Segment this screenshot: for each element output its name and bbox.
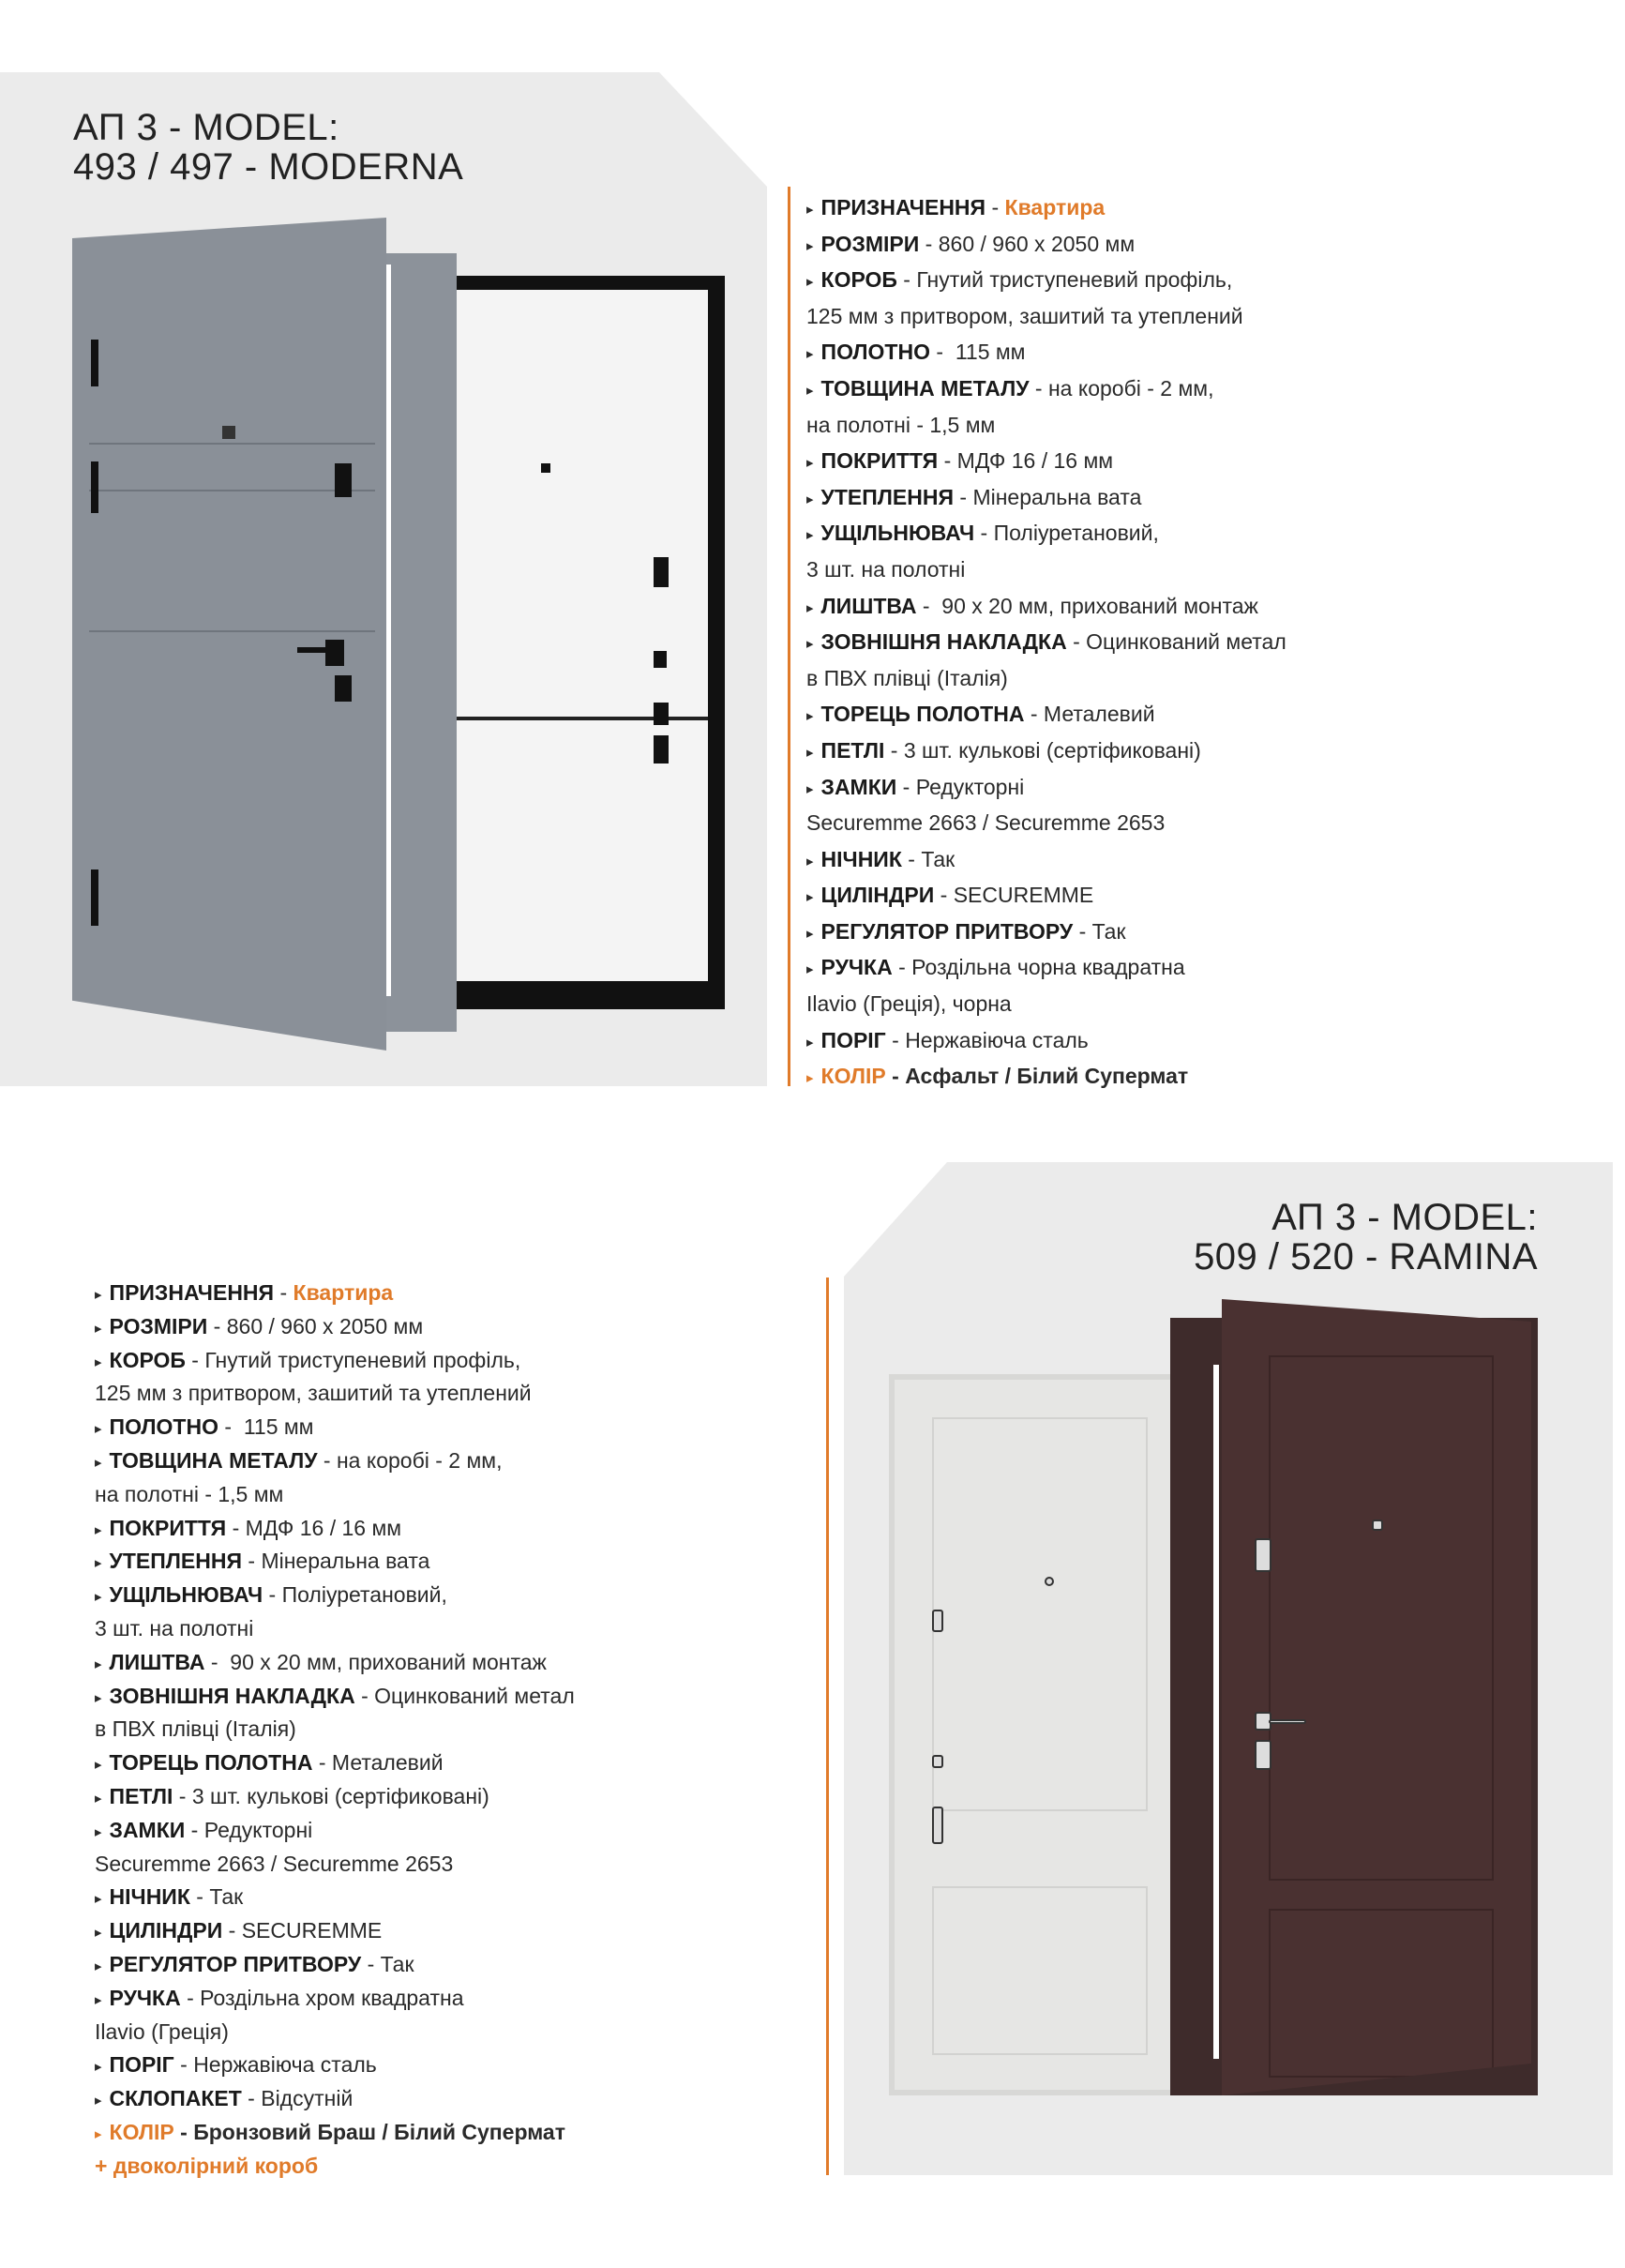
spec-value: в ПВХ плівці (Італія) bbox=[806, 665, 1008, 690]
separator: - bbox=[354, 1683, 375, 1708]
triangle-right-icon: ▸ bbox=[95, 2125, 102, 2142]
spec-value: Бронзовий Браш / Білий Супермат bbox=[193, 2119, 565, 2144]
spec-line bbox=[95, 1612, 575, 1646]
spec-label: ЦИЛІНДРИ bbox=[820, 883, 935, 908]
separator: - bbox=[954, 484, 973, 509]
spec-label: ПЕТЛІ bbox=[109, 1783, 173, 1808]
title-line-1: АП 3 - MODEL: bbox=[1271, 1197, 1538, 1238]
spec-label: НІЧНИК bbox=[109, 1884, 190, 1910]
triangle-right-icon: ▸ bbox=[806, 491, 814, 507]
triangle-right-icon: ▸ bbox=[806, 382, 814, 399]
spec-value: Гнутий триступеневий профіль, bbox=[916, 267, 1233, 293]
spec-value: Так bbox=[380, 1951, 414, 1976]
spec-value: Поліуретановий, bbox=[281, 1582, 447, 1608]
spec-label: РОЗМІРИ bbox=[109, 1313, 208, 1338]
triangle-right-icon: ▸ bbox=[95, 1958, 102, 1974]
spec-value: на полотні - 1,5 мм bbox=[806, 412, 996, 437]
triangle-right-icon: ▸ bbox=[95, 1287, 102, 1303]
door-leaf-asphalt bbox=[72, 218, 386, 1051]
spec-line bbox=[806, 769, 1286, 806]
spec-line bbox=[95, 1713, 575, 1746]
separator: - bbox=[207, 1313, 227, 1338]
spec-label: ЛИШТВА bbox=[109, 1649, 205, 1674]
door-leaf-bronze bbox=[1222, 1299, 1531, 2095]
separator: - bbox=[317, 1447, 337, 1473]
spec-line bbox=[806, 226, 1286, 263]
separator: - bbox=[226, 1515, 246, 1540]
moderna-door-image bbox=[72, 208, 725, 1051]
spec-value: 3 шт. на полотні bbox=[95, 1615, 254, 1641]
model-1-spec-list bbox=[806, 189, 1286, 1095]
spec-label: ЗОВНІШНЯ НАКЛАДКА bbox=[820, 629, 1067, 655]
triangle-right-icon: ▸ bbox=[806, 346, 814, 363]
spec-label: УЩІЛЬНЮВАЧ bbox=[109, 1582, 263, 1608]
spec-label: ТОРЕЦЬ ПОЛОТНА bbox=[109, 1750, 313, 1776]
spec-value: Металевий bbox=[1043, 702, 1155, 727]
model-1-title bbox=[73, 108, 463, 187]
spec-line bbox=[95, 1512, 575, 1546]
spec-value: Поліуретановий, bbox=[993, 521, 1159, 546]
spec-line bbox=[95, 2116, 575, 2150]
spec-line bbox=[95, 1780, 575, 1814]
spec-line bbox=[95, 1411, 575, 1444]
spec-value: на полотні - 1,5 мм bbox=[95, 1481, 284, 1506]
spec-value: Так bbox=[209, 1884, 244, 1910]
spec-label: ТОВЩИНА МЕТАЛУ bbox=[109, 1447, 318, 1473]
triangle-right-icon: ▸ bbox=[95, 1790, 102, 1807]
spec-value: МДФ 16 / 16 мм bbox=[245, 1515, 402, 1540]
spec-line bbox=[95, 1680, 575, 1714]
spec-label: ПОРІГ bbox=[820, 1027, 886, 1052]
spec-label: ПОКРИТТЯ bbox=[820, 448, 939, 474]
spec-line bbox=[806, 588, 1286, 625]
spec-line bbox=[95, 1579, 575, 1612]
spec-value: Металевий bbox=[331, 1750, 444, 1776]
spec-line bbox=[95, 1814, 575, 1848]
separator: - bbox=[263, 1582, 282, 1608]
spec-value: 3 шт. кулькові (сертіфиковані) bbox=[903, 737, 1201, 763]
spec-label: РЕГУЛЯТОР ПРИТВОРУ bbox=[820, 918, 1074, 944]
spec-value: Роздільна чорна квадратна bbox=[911, 955, 1185, 980]
spec-line bbox=[806, 660, 1286, 697]
spec-label: ЗАМКИ bbox=[109, 1817, 186, 1842]
separator: - bbox=[173, 2119, 194, 2144]
separator: - bbox=[222, 1918, 242, 1943]
spec-label: УТЕПЛЕННЯ bbox=[820, 484, 954, 509]
spec-value: Редукторні bbox=[203, 1817, 313, 1842]
separator: - bbox=[1073, 918, 1092, 944]
spec-value: 3 шт. кулькові (сертіфиковані) bbox=[191, 1783, 489, 1808]
spec-label: ПОРІГ bbox=[109, 2052, 174, 2078]
triangle-right-icon: ▸ bbox=[806, 780, 814, 797]
spec-line bbox=[95, 2082, 575, 2116]
spec-value: Асфальт / Білий Супермат bbox=[905, 1064, 1189, 1089]
spec-label: КОЛІР bbox=[109, 2119, 174, 2144]
separator: - bbox=[901, 846, 922, 871]
spec-line bbox=[806, 189, 1286, 226]
spec-label: ПРИЗНАЧЕННЯ bbox=[820, 195, 986, 219]
separator: - bbox=[189, 1884, 210, 1910]
triangle-right-icon: ▸ bbox=[806, 274, 814, 291]
triangle-right-icon: ▸ bbox=[95, 1757, 102, 1774]
separator: - bbox=[916, 593, 942, 618]
triangle-right-icon: ▸ bbox=[806, 744, 814, 761]
spec-value: 115 мм bbox=[243, 1414, 314, 1440]
spec-line bbox=[806, 298, 1286, 335]
spec-line bbox=[806, 733, 1286, 769]
spec-label: РЕГУЛЯТОР ПРИТВОРУ bbox=[109, 1951, 362, 1976]
title-line-2: 493 / 497 - MODERNA bbox=[73, 146, 464, 188]
separator: - bbox=[242, 1549, 262, 1574]
triangle-right-icon: ▸ bbox=[806, 527, 814, 544]
spec-line bbox=[806, 479, 1286, 516]
spec-value: Редукторні bbox=[915, 774, 1025, 799]
separator: - bbox=[896, 774, 916, 799]
spec-line bbox=[806, 1058, 1286, 1095]
spec-value: 860 / 960 x 2050 мм bbox=[226, 1313, 424, 1338]
spec-value: 125 мм з притвором, зашитий та утеплений bbox=[95, 1381, 532, 1406]
spec-line bbox=[806, 624, 1286, 660]
spec-value: 90 x 20 мм, прихований монтаж bbox=[230, 1649, 547, 1674]
spec-label: ПОЛОТНО bbox=[820, 340, 930, 365]
triangle-right-icon: ▸ bbox=[95, 1555, 102, 1572]
spec-label: РУЧКА bbox=[820, 955, 893, 980]
separator: - bbox=[896, 267, 917, 293]
separator: - bbox=[274, 1280, 293, 1305]
separator: - bbox=[312, 1750, 332, 1776]
spec-line bbox=[95, 1982, 575, 2016]
separator: - bbox=[1066, 629, 1087, 655]
spec-line bbox=[95, 2150, 575, 2184]
separator: - bbox=[1029, 375, 1048, 401]
spec-line bbox=[806, 1022, 1286, 1059]
spec-line bbox=[806, 949, 1286, 986]
spec-value: SECUREMME bbox=[953, 883, 1094, 908]
spec-value: Так bbox=[921, 846, 955, 871]
triangle-right-icon: ▸ bbox=[806, 237, 814, 254]
triangle-right-icon: ▸ bbox=[95, 1320, 102, 1337]
spec-line bbox=[806, 443, 1286, 479]
separator: - bbox=[885, 1027, 906, 1052]
spec-value: Так bbox=[1091, 918, 1126, 944]
triangle-right-icon: ▸ bbox=[806, 202, 814, 218]
triangle-right-icon: ▸ bbox=[806, 961, 814, 978]
spec-value: 115 мм bbox=[955, 340, 1026, 365]
spec-line bbox=[95, 1881, 575, 1914]
triangle-right-icon: ▸ bbox=[806, 889, 814, 906]
triangle-right-icon: ▸ bbox=[806, 853, 814, 869]
spec-label: НІЧНИК bbox=[820, 846, 902, 871]
spec-line bbox=[806, 696, 1286, 733]
spec-line bbox=[806, 515, 1286, 552]
spec-line bbox=[95, 1746, 575, 1780]
spec-value: Оцинкований метал bbox=[1086, 629, 1286, 655]
spec-label: РУЧКА bbox=[109, 1985, 181, 2010]
spec-line bbox=[806, 552, 1286, 588]
separator: - bbox=[241, 2086, 262, 2111]
spec-label: ПЕТЛІ bbox=[820, 737, 885, 763]
spec-line bbox=[95, 1545, 575, 1579]
separator: - bbox=[180, 1985, 201, 2010]
spec-line bbox=[806, 262, 1286, 298]
triangle-right-icon: ▸ bbox=[806, 925, 814, 942]
spec-value: SECUREMME bbox=[241, 1918, 383, 1943]
spec-line bbox=[95, 1310, 575, 1344]
spec-line bbox=[95, 1914, 575, 1948]
spec-label: ТОРЕЦЬ ПОЛОТНА bbox=[820, 702, 1025, 727]
spec-value: Гнутий триступеневий профіль, bbox=[204, 1347, 521, 1372]
spec-label: ТОВЩИНА МЕТАЛУ bbox=[820, 375, 1030, 401]
spec-line bbox=[806, 805, 1286, 841]
door-inner-side bbox=[889, 1374, 1198, 2095]
triangle-right-icon: ▸ bbox=[806, 1034, 814, 1051]
spec-label: ПРИЗНАЧЕННЯ bbox=[109, 1280, 275, 1305]
triangle-right-icon: ▸ bbox=[95, 1991, 102, 2008]
title-line-1: АП 3 - MODEL: bbox=[73, 107, 339, 148]
spec-line bbox=[806, 407, 1286, 444]
triangle-right-icon: ▸ bbox=[806, 455, 814, 472]
model-2-spec-list bbox=[95, 1277, 575, 2184]
triangle-right-icon: ▸ bbox=[95, 1925, 102, 1942]
spec-label: СКЛОПАКЕТ bbox=[109, 2086, 242, 2111]
accent-divider bbox=[788, 187, 790, 1086]
separator: - bbox=[218, 1414, 244, 1440]
spec-value: 860 / 960 x 2050 мм bbox=[938, 231, 1136, 256]
triangle-right-icon: ▸ bbox=[95, 1689, 102, 1706]
separator: - bbox=[934, 883, 954, 908]
spec-label: КОРОБ bbox=[820, 267, 897, 293]
spec-line bbox=[806, 877, 1286, 914]
triangle-right-icon: ▸ bbox=[95, 2093, 102, 2109]
spec-label: ЦИЛІНДРИ bbox=[109, 1918, 223, 1943]
spec-value: Роздільна хром квадратна bbox=[200, 1985, 464, 2010]
triangle-right-icon: ▸ bbox=[806, 708, 814, 725]
triangle-right-icon: ▸ bbox=[95, 1823, 102, 1840]
separator: - bbox=[938, 448, 957, 474]
spec-value: Securemme 2663 / Securemme 2653 bbox=[806, 810, 1166, 836]
spec-label: КОРОБ bbox=[109, 1347, 186, 1372]
spec-value: 90 x 20 мм, прихований монтаж bbox=[941, 593, 1258, 618]
spec-value: Квартира bbox=[1004, 195, 1106, 219]
spec-label: УЩІЛЬНЮВАЧ bbox=[820, 521, 975, 546]
separator: - bbox=[185, 1347, 205, 1372]
triangle-right-icon: ▸ bbox=[806, 599, 814, 616]
separator: - bbox=[185, 1817, 204, 1842]
title-line-2: 509 / 520 - RAMINA bbox=[1194, 1236, 1538, 1278]
accent-divider bbox=[826, 1278, 829, 2175]
spec-value: Ilavio (Греція), чорна bbox=[806, 991, 1012, 1017]
spec-line bbox=[95, 1848, 575, 1882]
separator: - bbox=[204, 1649, 231, 1674]
spec-label: РОЗМІРИ bbox=[820, 231, 920, 256]
triangle-right-icon: ▸ bbox=[95, 1656, 102, 1672]
door-inner-side bbox=[438, 276, 725, 1009]
separator: - bbox=[986, 195, 1005, 219]
spec-line bbox=[95, 1444, 575, 1478]
spec-line bbox=[806, 334, 1286, 370]
spec-value: Оцинкований метал bbox=[374, 1683, 575, 1708]
spec-value: 125 мм з притвором, зашитий та утеплений bbox=[806, 303, 1243, 328]
spec-label: ЗАМКИ bbox=[820, 774, 897, 799]
ramina-door-image bbox=[889, 1299, 1538, 2095]
triangle-right-icon: ▸ bbox=[95, 1589, 102, 1606]
triangle-right-icon: ▸ bbox=[806, 1070, 814, 1087]
spec-label: ЗОВНІШНЯ НАКЛАДКА bbox=[109, 1683, 355, 1708]
spec-value: 3 шт. на полотні bbox=[806, 556, 966, 582]
separator: - bbox=[173, 2052, 194, 2078]
triangle-right-icon: ▸ bbox=[95, 2059, 102, 2076]
spec-line bbox=[95, 1948, 575, 1982]
spec-value: Відсутній bbox=[261, 2086, 354, 2111]
spec-value: на коробі - 2 мм, bbox=[1047, 375, 1214, 401]
spec-label: УТЕПЛЕННЯ bbox=[109, 1549, 242, 1574]
spec-line bbox=[95, 1377, 575, 1411]
spec-label: ПОЛОТНО bbox=[109, 1414, 218, 1440]
spec-value: Нержавіюча сталь bbox=[905, 1027, 1089, 1052]
spec-label: ПОКРИТТЯ bbox=[109, 1515, 227, 1540]
separator: - bbox=[1024, 702, 1044, 727]
spec-line bbox=[95, 1277, 575, 1310]
spec-line bbox=[95, 1344, 575, 1378]
spec-value: Нержавіюча сталь bbox=[193, 2052, 377, 2078]
spec-value: Мінеральна вата bbox=[261, 1549, 430, 1574]
triangle-right-icon: ▸ bbox=[95, 1421, 102, 1438]
triangle-right-icon: ▸ bbox=[95, 1891, 102, 1908]
separator: - bbox=[361, 1951, 381, 1976]
model-2-title bbox=[1194, 1198, 1538, 1277]
separator: - bbox=[929, 340, 955, 365]
spec-line bbox=[95, 1646, 575, 1680]
triangle-right-icon: ▸ bbox=[95, 1454, 102, 1471]
spec-value: в ПВХ плівці (Італія) bbox=[95, 1716, 296, 1742]
separator: - bbox=[884, 737, 904, 763]
triangle-right-icon: ▸ bbox=[95, 1353, 102, 1370]
separator: - bbox=[974, 521, 994, 546]
separator: - bbox=[892, 955, 912, 980]
spec-line bbox=[95, 2049, 575, 2082]
triangle-right-icon: ▸ bbox=[806, 636, 814, 653]
separator: - bbox=[173, 1783, 192, 1808]
spec-value: Квартира bbox=[293, 1280, 394, 1305]
spec-label: КОЛІР bbox=[820, 1064, 886, 1089]
spec-line bbox=[806, 370, 1286, 407]
spec-line bbox=[95, 1478, 575, 1512]
spec-label: ЛИШТВА bbox=[820, 593, 917, 618]
triangle-right-icon: ▸ bbox=[95, 1521, 102, 1538]
spec-line bbox=[806, 841, 1286, 878]
spec-value: МДФ 16 / 16 мм bbox=[956, 448, 1114, 474]
spec-value: Ilavio (Греція) bbox=[95, 2019, 229, 2044]
spec-value: на коробі - 2 мм, bbox=[336, 1447, 503, 1473]
separator: - bbox=[885, 1064, 906, 1089]
spec-line bbox=[806, 914, 1286, 950]
spec-value: + двоколірний короб bbox=[95, 2153, 319, 2178]
spec-line bbox=[806, 986, 1286, 1022]
spec-value: Securemme 2663 / Securemme 2653 bbox=[95, 1851, 454, 1876]
separator: - bbox=[919, 231, 939, 256]
spec-value: Мінеральна вата bbox=[972, 484, 1142, 509]
spec-line bbox=[95, 2016, 575, 2049]
